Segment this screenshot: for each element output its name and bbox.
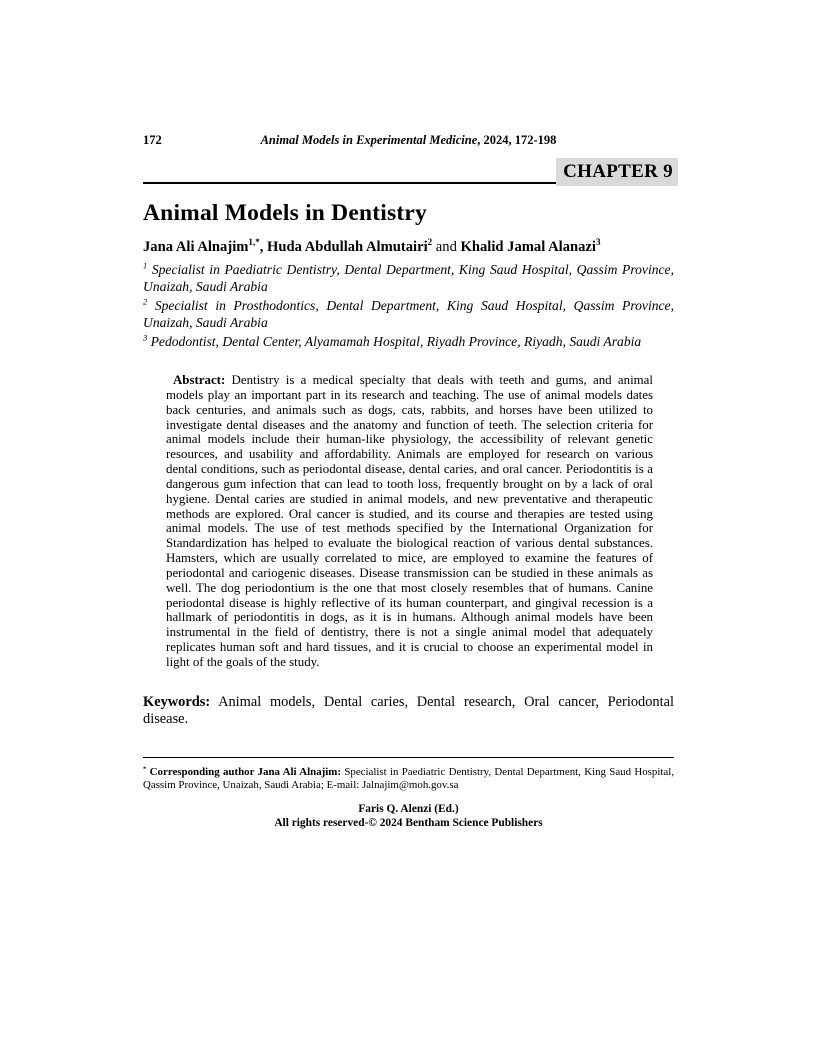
affiliation-1: [143, 262, 674, 296]
affiliation-2-text: Specialist in Prosthodontics, Dental Department, King Saud Hospital, Qassim Province, Unaizah, Saudi Arabia: [143, 298, 674, 330]
author-1-name: Jana Ali Alnajim: [143, 239, 249, 255]
journal-title: Animal Models in Experimental Medicine: [260, 133, 478, 147]
keywords-text: Animal models, Dental caries, Dental research, Oral cancer, Periodontal disease.: [143, 693, 674, 728]
abstract-paragraph: [166, 373, 653, 670]
chapter-label: CHAPTER 9: [556, 158, 678, 186]
footnote-text: Specialist in Paediatric Dentistry, Dental Department, King Saud Hospital, Qassim Province, Unaizah, Saudi Arabia; E-mail: Jalnajim@moh.gov.sa: [143, 766, 674, 792]
page-number: 172: [143, 133, 162, 147]
chapter-title: Animal Models in Dentistry: [143, 200, 427, 226]
author-2-superscript: 2: [427, 237, 433, 248]
footnote-divider: [143, 757, 674, 758]
journal-issue-pages: , 2024, 172-198: [477, 133, 557, 147]
author-connector: and: [432, 239, 461, 255]
text-column: [143, 0, 674, 830]
affiliation-3: [143, 334, 674, 351]
footnote-asterisk: *: [143, 765, 147, 773]
keywords-paragraph: [143, 694, 674, 729]
author-3-superscript: 3: [595, 237, 601, 248]
imprint-block: [143, 803, 674, 830]
keywords-label: Keywords:: [143, 693, 211, 710]
editor-line: Faris Q. Alenzi (Ed.): [358, 803, 459, 816]
author-separator: ,: [259, 239, 268, 255]
chapter-banner: [143, 154, 674, 184]
rights-line: All rights reserved-© 2024 Bentham Science Publishers: [274, 816, 543, 829]
affiliation-3-superscript: 3: [143, 332, 148, 343]
running-header: [143, 133, 674, 148]
author-2-name: Huda Abdullah Almutairi: [267, 239, 428, 255]
affiliation-1-superscript: 1: [143, 260, 148, 271]
author-3-name: Khalid Jamal Alanazi: [460, 239, 596, 255]
affiliation-1-text: Specialist in Paediatric Dentistry, Dental Department, King Saud Hospital, Qassim Province, Unaizah, Saudi Arabia: [143, 262, 674, 294]
abstract-label: Abstract:: [173, 372, 226, 387]
affiliation-2-superscript: 2: [143, 296, 148, 307]
affiliation-3-text: Pedodontist, Dental Center, Alyamamah Hospital, Riyadh Province, Riyadh, Saudi Arabia: [147, 334, 642, 350]
footnote-label: Corresponding author Jana Ali Alnajim:: [146, 766, 342, 779]
abstract-text: Dentistry is a medical specialty that deals with teeth and gums, and animal models play an important part in its research and teaching. The use of animal models dates back centuries, and animals such as dogs, cats, rabbits, and horses have been utilized to investigate dental diseases and the anatomy and function of teeth. The selection criteria for animal models include their human-like physiology, the accessibility of relevant genetic resources, and usability and affordability. Animals are employed for research on various dental conditions, such as periodontal disease, dental caries, and oral cancer. Periodontitis is a dangerous gum infection that can lead to tooth loss, frequently brought on by a lack of oral hygiene. Dental caries are studied in animal models, and new preventative and therapeutic methods are explored. Oral cancer is studied, and its course and therapies are tested using animal models. The use of test methods specified by the International Organization for Standardization has helped to evaluate the biological reaction of various dental substances. Hamsters, which are usually correlated to mice, are employed to examine the features of periodontal and cariogenic diseases. Disease transmission can be studied in these animals as well. The dog periodontium is the one that most closely resembles that of humans. Canine periodontal disease is highly reflective of its human counterpart, and gingival recession is a hallmark of periodontitis in dogs, as it is in humans. Although animal models have been instrumental in the field of dentistry, there is not a single animal model that adequately replicates human soft and hard tissues, and it is crucial to choose an experimental model in light of the goals of the study.: [166, 372, 653, 670]
authors-line: [143, 238, 674, 256]
affiliation-2: [143, 298, 674, 332]
author-1-superscript: 1,*: [248, 237, 260, 248]
corresponding-author-note: [143, 766, 674, 792]
